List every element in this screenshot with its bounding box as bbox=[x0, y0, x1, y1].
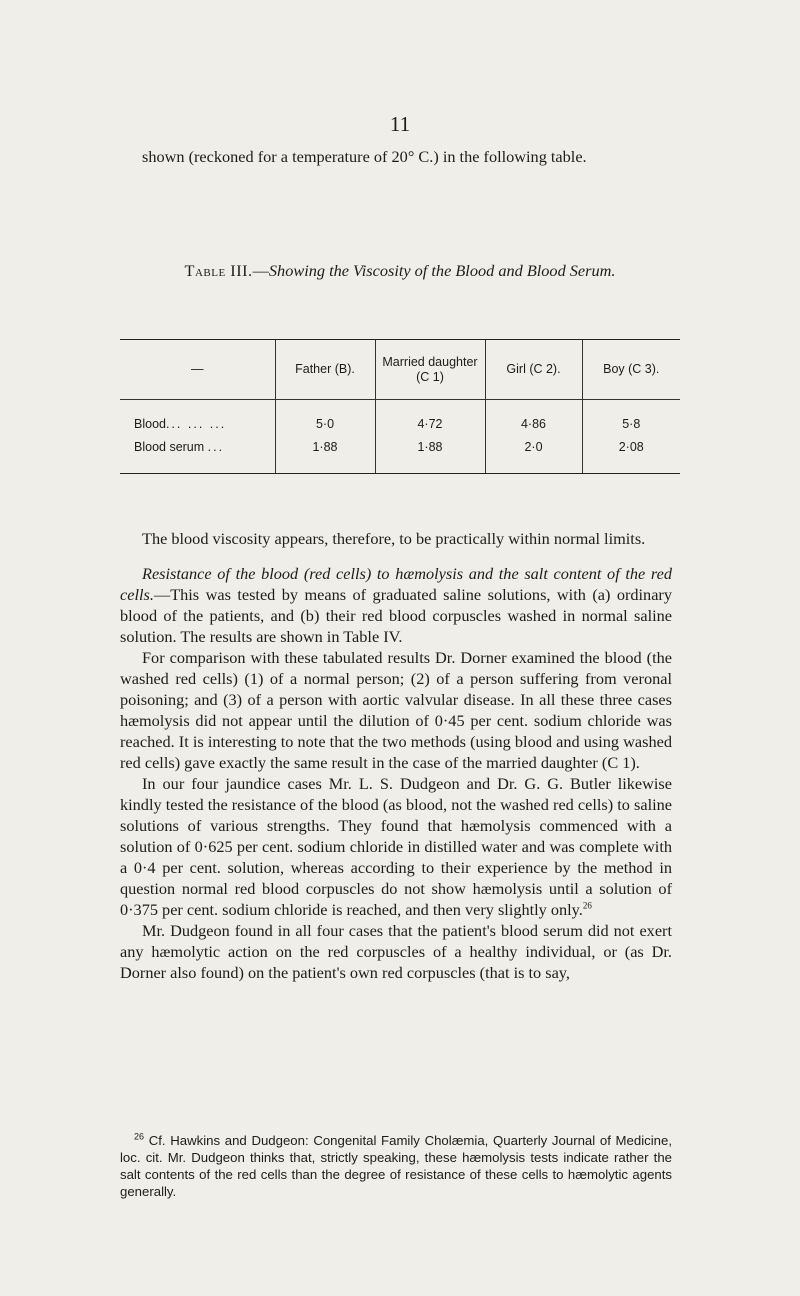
table-row bbox=[120, 438, 680, 474]
header-father: Father (B). bbox=[275, 340, 375, 400]
cell-blood-father: 5·0 bbox=[275, 400, 375, 438]
row-label-blood-serum: Blood serum ... bbox=[120, 438, 275, 474]
viscosity-table bbox=[120, 339, 680, 474]
cell-serum-girl: 2·0 bbox=[485, 438, 582, 474]
paragraph-serum: Mr. Dudgeon found in all four cases that the patient's blood serum did not exert any hæmolytic action on the red corpuscles of a healthy individual, or (as Dr. Dorner also found) on the patient's own red corpuscles (that is to say, bbox=[120, 921, 672, 982]
footnote bbox=[120, 1132, 672, 1200]
page-number: 11 bbox=[389, 112, 411, 136]
table-caption bbox=[120, 259, 680, 283]
section-heading-resistance: Resistance of the blood (red cells) to hæmolysis and the salt content of the red cells. bbox=[120, 564, 672, 604]
intro-line: shown (reckoned for a temperature of 20° C.) in the following table. bbox=[142, 147, 587, 166]
cell-serum-father: 1·88 bbox=[275, 438, 375, 474]
cell-serum-boy: 2·08 bbox=[582, 438, 680, 474]
table-caption-dash: — bbox=[252, 261, 269, 280]
cell-blood-girl: 4·86 bbox=[485, 400, 582, 438]
cell-blood-married-daughter: 4·72 bbox=[375, 400, 485, 438]
paragraph-jaundice-cases: In our four jaundice cases Mr. L. S. Dudgeon and Dr. G. G. Butler likewise kindly tested the resistance of the blood (as blood, not the washed red cells) to saline solutions of various strengths. They found that hæmolysis commenced with a solution of 0·625 per cent. sodium chloride in distilled water and was complete with a 0·4 per cent. solution, whereas according to their experience by the method in question normal red blood corpuscles do not show hæmolysis until a solution of 0·375 per cent. sodium chloride is reached, and then very slightly only.$^{26}$ bbox=[120, 774, 672, 919]
footnote-reference: 26 bbox=[582, 900, 592, 911]
cell-blood-boy: 5·8 bbox=[582, 400, 680, 438]
intro-text bbox=[120, 146, 672, 167]
cell-serum-married-daughter: 1·88 bbox=[375, 438, 485, 474]
header-blank: — bbox=[120, 340, 275, 400]
footnote-text: Cf. Hawkins and Dudgeon: Congenital Family Cholæmia, Quarterly Journal of Medicine, loc. cit. Mr. Dudgeon thinks that, strictly speaking, these hæmolysis tests indicate rather the salt contents of the red cells than the degree of resistance of these cells to hæmolytic agents generally. bbox=[120, 1133, 672, 1199]
paragraph-comparison: For comparison with these tabulated results Dr. Dorner examined the blood (the washed red cells) (1) of a normal person; (2) of a person suffering from veronal poisoning; and (3) of a person with aortic valvular disease. In all these three cases hæmolysis did not appear until the dilution of 0·45 per cent. sodium chloride was reached. It is interesting to note that the two methods (using blood and using washed red cells) gave exactly the same result in the case of the married daughter (C 1). bbox=[120, 648, 672, 772]
table-caption-title: Showing the Viscosity of the Blood and Blood Serum. bbox=[268, 261, 616, 280]
row-label-blood: Blood... ... ... bbox=[134, 416, 227, 431]
table-row bbox=[120, 400, 680, 438]
table-header-row bbox=[120, 340, 680, 400]
paragraph-resistance: Resistance of the blood (red cells) to hæmolysis and the salt content of the red cells.—This was tested by means of graduated saline solutions, with (a) ordinary blood of the patients, and (b) their red blood corpuscles washed in normal saline solution. The results are shown in Table IV. bbox=[120, 564, 672, 646]
header-married-daughter: Married daughter (C 1) bbox=[375, 340, 485, 400]
table-caption-label: Table III. bbox=[184, 261, 253, 280]
paragraph-viscosity: The blood viscosity appears, therefore, to be practically within normal limits. bbox=[142, 529, 646, 548]
footnote-mark: 26 bbox=[134, 1131, 145, 1142]
body-text bbox=[120, 528, 672, 983]
header-girl: Girl (C 2). bbox=[485, 340, 582, 400]
header-boy: Boy (C 3). bbox=[582, 340, 680, 400]
